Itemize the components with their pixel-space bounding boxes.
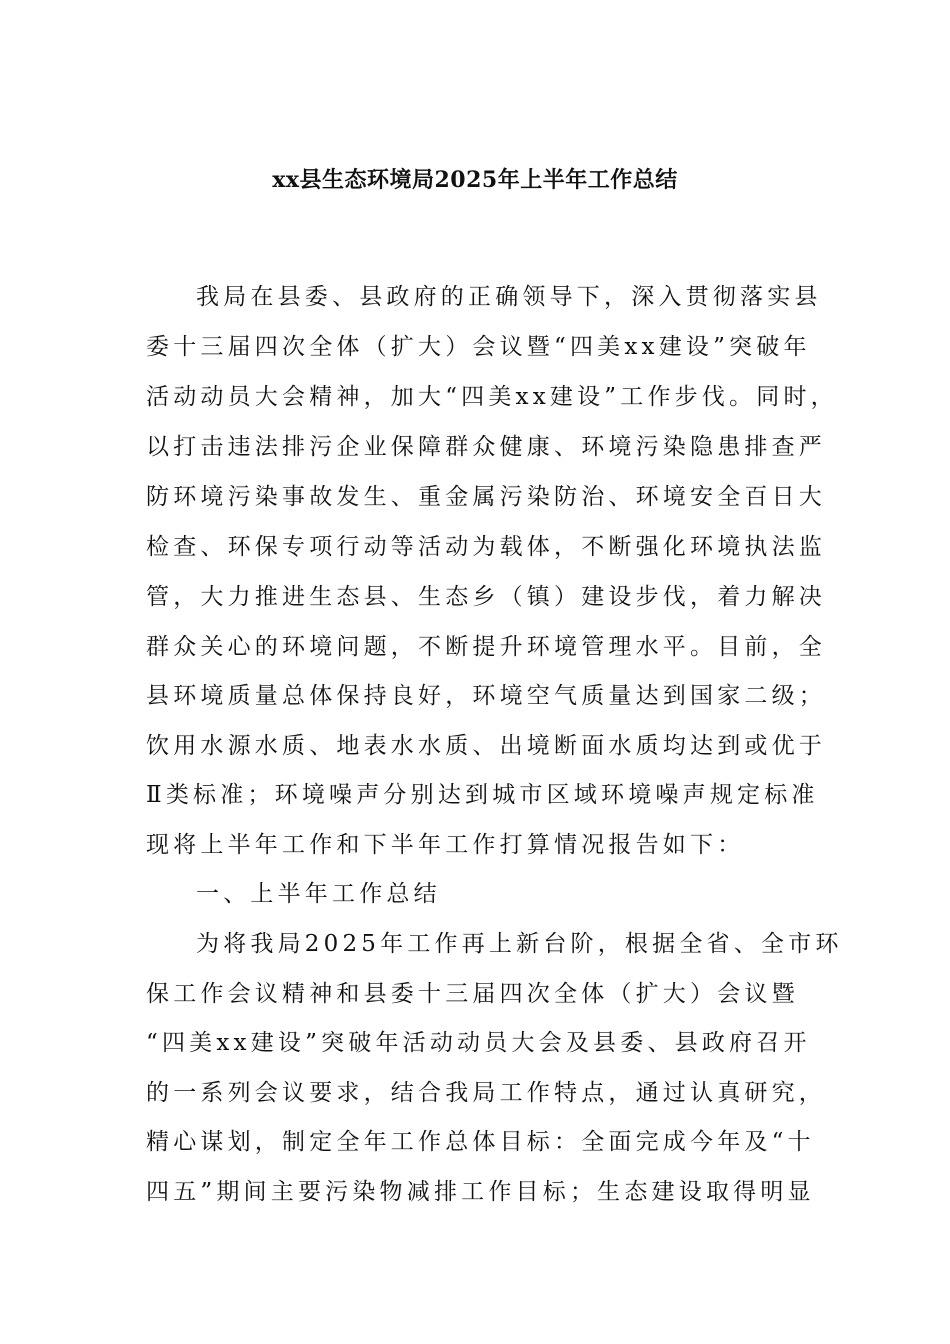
paragraph-line: Ⅱ类标准；环境噪声分别达到城市区域环境噪声规定标准 xyxy=(146,782,819,808)
paragraph-line: 检查、环保专项行动等活动为载体，不断强化环境执法监 xyxy=(146,534,826,560)
paragraph-line: 我局在县委、县政府的正确领导下，深入贯彻落实县 xyxy=(196,284,822,310)
paragraph-line: 防环境污染事故发生、重金属污染防治、环境安全百日大 xyxy=(146,484,826,510)
document-title: xx县生态环境局2025年上半年工作总结 xyxy=(272,167,678,193)
paragraph-line: 委十三届四次全体（扩大）会议暨“四美xx建设”突破年 xyxy=(146,334,811,360)
paragraph-line: 保工作会议精神和县委十三届四次全体（扩大）会议暨 xyxy=(146,981,799,1007)
paragraph-line: 现将上半年工作和下半年工作打算情况报告如下： xyxy=(146,832,745,858)
paragraph-line: 县环境质量总体保持良好，环境空气质量达到国家二级； xyxy=(146,683,826,709)
section-heading: 一、上半年工作总结 xyxy=(196,881,441,907)
paragraph-line: 的一系列会议要求，结合我局工作特点，通过认真研究， xyxy=(146,1080,826,1106)
paragraph-line: 饮用水源水质、地表水水质、出境断面水质均达到或优于 xyxy=(146,733,826,759)
paragraph-line: 四五”期间主要污染物减排工作目标；生态建设取得明显 xyxy=(146,1179,815,1205)
paragraph-line: 为将我局2025年工作再上新台阶，根据全省、全市环 xyxy=(196,931,843,957)
paragraph-line: “四美xx建设”突破年活动动员大会及县委、县政府召开 xyxy=(146,1030,811,1056)
paragraph-line: 群众关心的环境问题，不断提升环境管理水平。目前，全 xyxy=(146,634,826,660)
paragraph-line: 以打击违法排污企业保障群众健康、环境污染隐患排查严 xyxy=(146,434,826,460)
paragraph-line: 精心谋划，制定全年工作总体目标：全面完成今年及“十 xyxy=(146,1129,815,1155)
paragraph-line: 管，大力推进生态县、生态乡（镇）建设步伐，着力解决 xyxy=(146,584,826,610)
paragraph-line: 活动动员大会精神，加大“四美xx建设”工作步伐。同时， xyxy=(146,384,838,410)
